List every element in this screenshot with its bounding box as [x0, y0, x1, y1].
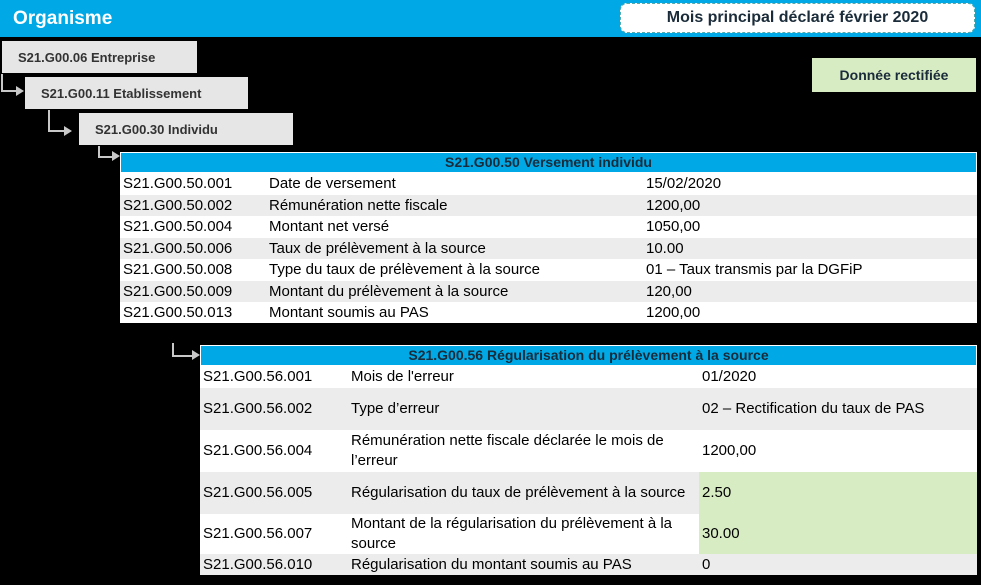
hierarchy-label: Individu: [168, 121, 218, 137]
hierarchy-label: Entreprise: [91, 49, 156, 65]
cell-label: Date de versement: [266, 173, 643, 195]
hierarchy-code: S21.G00.11: [41, 85, 110, 101]
hierarchy-label: Etablissement: [113, 85, 202, 101]
connector-arrow-icon: [112, 151, 120, 161]
cell-label: Montant du prélèvement à la source: [266, 281, 643, 302]
cell-label: Type du taux de prélèvement à la source: [266, 259, 643, 281]
cell-code: S21.G00.50.001: [120, 173, 266, 195]
table-row: [200, 472, 977, 514]
cell-value: 120,00: [643, 281, 977, 302]
cell-label: Régularisation du taux de prélèvement à la source: [348, 472, 699, 514]
cell-value: 1050,00: [643, 216, 977, 238]
cell-value: 15/02/2020: [643, 173, 977, 195]
cell-label: Rémunération nette fiscale: [266, 195, 643, 216]
rectified-legend: Donnée rectifiée: [812, 58, 976, 92]
cell-code: S21.G00.56.002: [200, 388, 348, 430]
cell-code: S21.G00.50.008: [120, 259, 266, 281]
connector-arrow-icon: [192, 350, 200, 360]
cell-value: 2.50: [699, 472, 977, 514]
table-row: [200, 366, 977, 388]
cell-label: Rémunération nette fiscale déclarée le mois de l’erreur: [348, 430, 699, 472]
cell-value: 01/2020: [699, 366, 977, 388]
organisme-title: Organisme: [13, 8, 113, 29]
versement-table: [120, 173, 977, 323]
table-row: [120, 195, 977, 216]
cell-value: 30.00: [699, 514, 977, 554]
table-row: [200, 514, 977, 554]
cell-value: 0: [699, 554, 977, 575]
hierarchy-code: S21.G00.06: [18, 49, 88, 65]
hierarchy-code: S21.G00.30: [95, 121, 165, 137]
table-row: [120, 238, 977, 259]
table-row: [200, 554, 977, 575]
connector-line: [172, 343, 194, 357]
cell-label: Montant de la régularisation du prélèvement à la source: [348, 514, 699, 554]
cell-code: S21.G00.56.010: [200, 554, 348, 575]
cell-label: Montant net versé: [266, 216, 643, 238]
cell-value: 10.00: [643, 238, 977, 259]
table-row: [120, 281, 977, 302]
cell-value: 1200,00: [699, 430, 977, 472]
cell-value: 02 – Rectification du taux de PAS: [699, 388, 977, 430]
block-versement-individu: [120, 152, 977, 323]
hierarchy-entreprise: [2, 41, 197, 73]
cell-code: S21.G00.56.004: [200, 430, 348, 472]
cell-code: S21.G00.50.006: [120, 238, 266, 259]
cell-label: Taux de prélèvement à la source: [266, 238, 643, 259]
hierarchy-etablissement: [25, 77, 248, 109]
cell-code: S21.G00.50.013: [120, 302, 266, 323]
block-title: S21.G00.50 Versement individu: [120, 152, 977, 173]
block-title: S21.G00.56 Régularisation du prélèvement à la source: [200, 345, 977, 366]
table-row: [120, 173, 977, 195]
table-row: [120, 216, 977, 238]
connector-arrow-icon: [64, 126, 72, 136]
cell-code: S21.G00.50.004: [120, 216, 266, 238]
cell-label: Mois de l'erreur: [348, 366, 699, 388]
cell-code: S21.G00.50.009: [120, 281, 266, 302]
cell-code: S21.G00.56.007: [200, 514, 348, 554]
header-bar: [0, 0, 981, 37]
table-row: [120, 302, 977, 323]
declared-month-box: Mois principal déclaré février 2020: [620, 3, 975, 33]
block-regularisation-pas: [200, 345, 977, 575]
cell-code: S21.G00.50.002: [120, 195, 266, 216]
cell-code: S21.G00.56.001: [200, 366, 348, 388]
table-row: [200, 430, 977, 472]
connector-arrow-icon: [16, 86, 24, 96]
hierarchy-individu: [79, 113, 293, 145]
table-row: [120, 259, 977, 281]
cell-label: Régularisation du montant soumis au PAS: [348, 554, 699, 575]
cell-value: 1200,00: [643, 195, 977, 216]
cell-label: Montant soumis au PAS: [266, 302, 643, 323]
regularisation-table: [200, 366, 977, 575]
table-row: [200, 388, 977, 430]
cell-value: 1200,00: [643, 302, 977, 323]
cell-label: Type d’erreur: [348, 388, 699, 430]
cell-value: 01 – Taux transmis par la DGFiP: [643, 259, 977, 281]
cell-code: S21.G00.56.005: [200, 472, 348, 514]
